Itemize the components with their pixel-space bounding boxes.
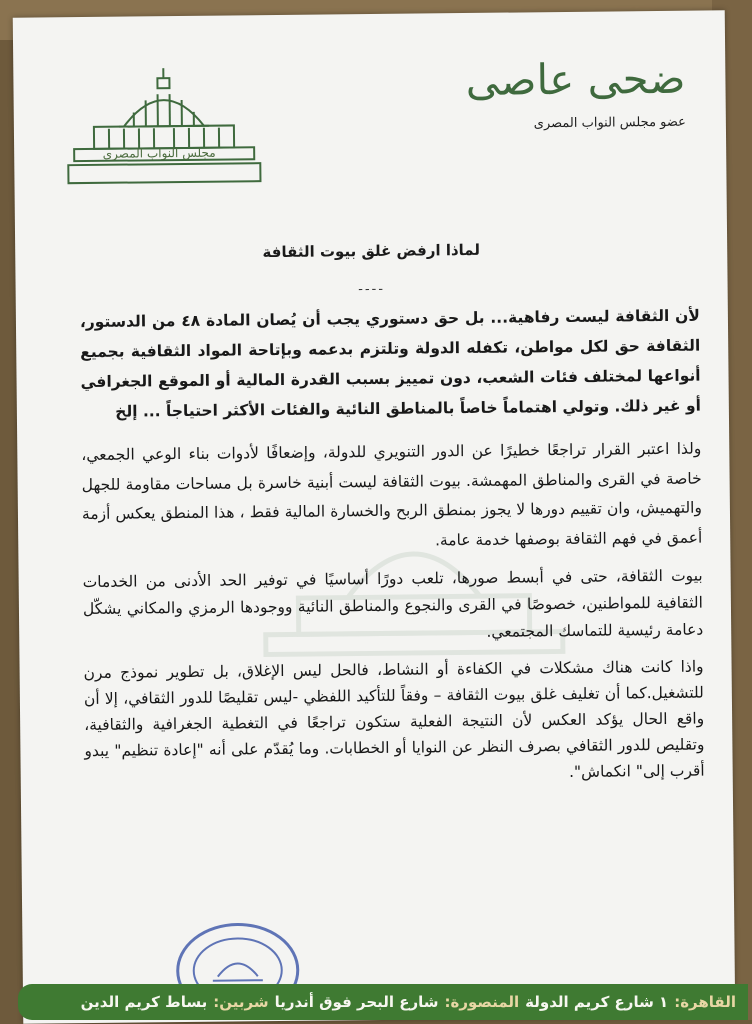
document-body bbox=[80, 301, 705, 800]
footer-mansoura-label: المنصورة: bbox=[445, 993, 520, 1011]
paragraph-2: ولذا اعتبر القرار تراجعًا خطيرًا عن الدور التنويري للدولة، وإضعافًا لأدوات بناء الوعي الجمعي، خاصة في القرى والمناطق المهمشة. بيوت الثقافة ليست أبنية خاسرة بل مساحات مقاومة للجهل والتهميش، وان تقييم دورها لا يجوز بمنطق الربح والخسارة المالية فقط ، هذا المنطق يعكس أزمة أعمق في فهم الثقافة بوصفها خدمة عامة. bbox=[81, 435, 702, 559]
letter-page bbox=[13, 10, 735, 1023]
footer-mansoura-address: شارع البحر فوق أندريا bbox=[275, 993, 439, 1011]
letterhead bbox=[13, 40, 726, 187]
document-title: لماذا ارفض غلق بيوت الثقافة bbox=[15, 238, 727, 263]
footer-cairo-label: القاهرة: bbox=[674, 993, 736, 1011]
title-separator: ---- bbox=[16, 278, 728, 300]
footer-sherbin-label: شربين: bbox=[213, 993, 268, 1011]
parliament-label: مجلس النواب المصرى bbox=[74, 145, 244, 161]
mp-name: ضحى عاصى bbox=[425, 49, 686, 112]
footer-address-bar bbox=[18, 984, 748, 1020]
mp-signature-block bbox=[425, 49, 686, 133]
paragraph-1: لأن الثقافة ليست رفاهية... بل حق دستوري يجب أن يُصان المادة ٤٨ من الدستور، الثقافة حق لكل مواطن، تكفله الدولة وتلتزم بدعمه وبإتاحة المواد الثقافية بجميع أنواعها لمختلف فئات الشعب، دون تمييز بسبب القدرة المالية أو الموقع الجغرافي أو غير ذلك. وتولي اهتماماً خاصاً بالمناطق النائية والفئات الأكثر احتياجاً ... إلخ bbox=[80, 301, 701, 427]
parliament-dome-icon bbox=[63, 63, 264, 185]
paragraph-4: واذا كانت هناك مشكلات في الكفاءة أو النشاط، فالحل ليس الإغلاق، بل تطوير نموذج مرن للتشغيل.كما أن تغليف غلق بيوت الثقافة – وفقاً للتأكيد اللفظي -ليس تقليصًا للدور الثقافي، إلا أن واقع الحال يؤكد العكس لأن النتيجة الفعلية ستكون تراجعًا في التغطية الجغرافية والثقافية، وتقليص للدور الثقافي بصرف النظر عن النوايا أو الخطابات. وما يُقدّم على أنه "إعادة تنظيم" يبدو أقرب إلى" انكماش". bbox=[83, 654, 704, 790]
footer-cairo-address: ١ شارع كريم الدولة bbox=[525, 993, 668, 1011]
mp-title: عضو مجلس النواب المصرى bbox=[426, 115, 686, 133]
paragraph-3: بيوت الثقافة، حتى في أبسط صورها، تلعب دورًا أساسيًا في توفير الحد الأدنى من الخدمات الثقافية للمواطنين، خصوصًا في القرى والنجوع والمناطق النائية ووجودها الرمزي والمكاني يشكّل دعامة رئيسية للتماسك المجتمعي. bbox=[83, 563, 704, 650]
footer-sherbin-address: بساط كريم الدين bbox=[81, 993, 208, 1011]
